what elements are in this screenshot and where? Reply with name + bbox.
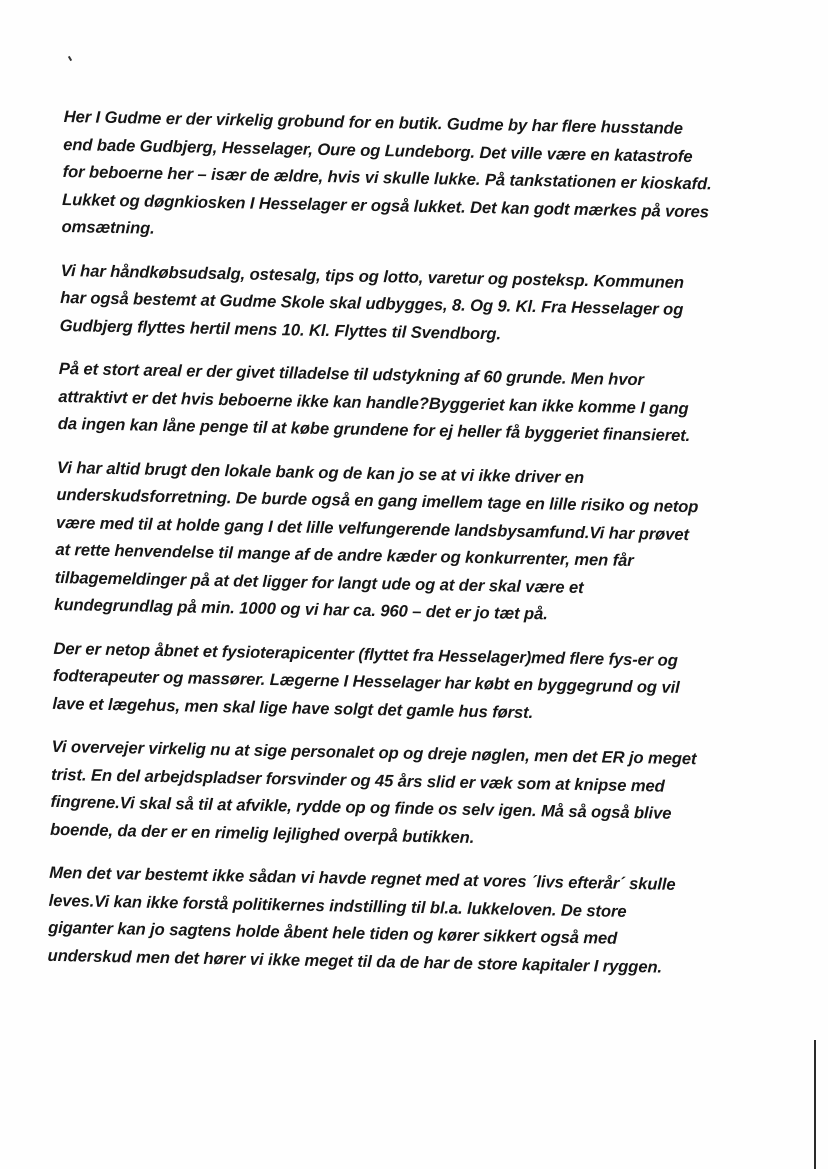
paragraph-2: Vi har håndkøbsudsalg, ostesalg, tips og lotto, varetur og posteksp. Kommunen har også bestemt at Gudme Skole skal udbygges, 8. Og 9. Kl. Fra Hesselager og Gudbjerg flyttes hertil mens 10. Kl. Flyttes til Svendborg. — [59, 260, 685, 343]
paragraph-7: Men det var bestemt ikke sådan vi havde regnet med at vores ´livs efterår´ skulle leves.Vi kan ikke forstå politikernes indstilling til bl.a. lukkeloven. De store giganter kan jo sagtens holde åbent hele tiden og kører sikkert også med underskud men det hører vi ikke meget til da de har de store kapitaler I ryggen. — [47, 862, 676, 977]
scan-edge-line — [814, 1040, 816, 1169]
paragraph-5: Der er netop åbnet et fysioterapicenter (flyttet fra Hesselager)med flere fys-er og fodterapeuter og massører. Lægerne I Hesselager har købt en byggegrund og vil lave et lægehus, men skal lige have solgt det gamle hus først. — [52, 638, 680, 722]
letter-body — [47, 103, 754, 998]
scan-speck — [68, 56, 72, 61]
paragraph-6: Vi overvejer virkelig nu at sige personalet op og dreje nøglen, men det ER jo meget trist. En del arbejdspladser forsvinder og 45 års slid er væk som at knipse med fingrene.Vi skal så til at afvikle, rydde op og finde os selv igen. Må så også blive boende, da der er en rimelig lejlighed overpå butikken. — [49, 736, 697, 847]
paragraph-3: På et stort areal er der givet tilladelse til udstykning af 60 grunde. Men hvor attraktivt er det hvis beboerne ikke kan handle?Byggeriet kan ikke komme I gang da ingen kan låne penge til at købe grundene for ej heller få byggeriet finansieret. — [57, 358, 691, 446]
paragraph-1: Her I Gudme er der virkelig grobund for en butik. Gudme by har flere husstande end bade Gudbjerg, Hesselager, Oure og Lundeborg. Det ville være en katastrofe for beboerne her – især de ældre, hvis vi skulle lukke. På tankstationen er kioskafd. Lukket og døgnkiosken I Hesselager er også lukket. Det kan godt mærkes på vores omsætning. — [61, 106, 712, 238]
paragraph-4: Vi har altid brugt den lokale bank og de kan jo se at vi ikke driver en underskudsforretning. De burde også en gang imellem tage en lille risiko og netop være med til at holde gang I det lille velfungerende landsbysamfund.Vi har prøvet at rette henvendelse til mange af de andre kæder og konkurrenter, men får tilbagemeldinger på at det ligger for langt ude og at der skal være et kundegrundlag på min. 1000 og vi har ca. 960 – det er jo tæt på. — [54, 457, 699, 624]
